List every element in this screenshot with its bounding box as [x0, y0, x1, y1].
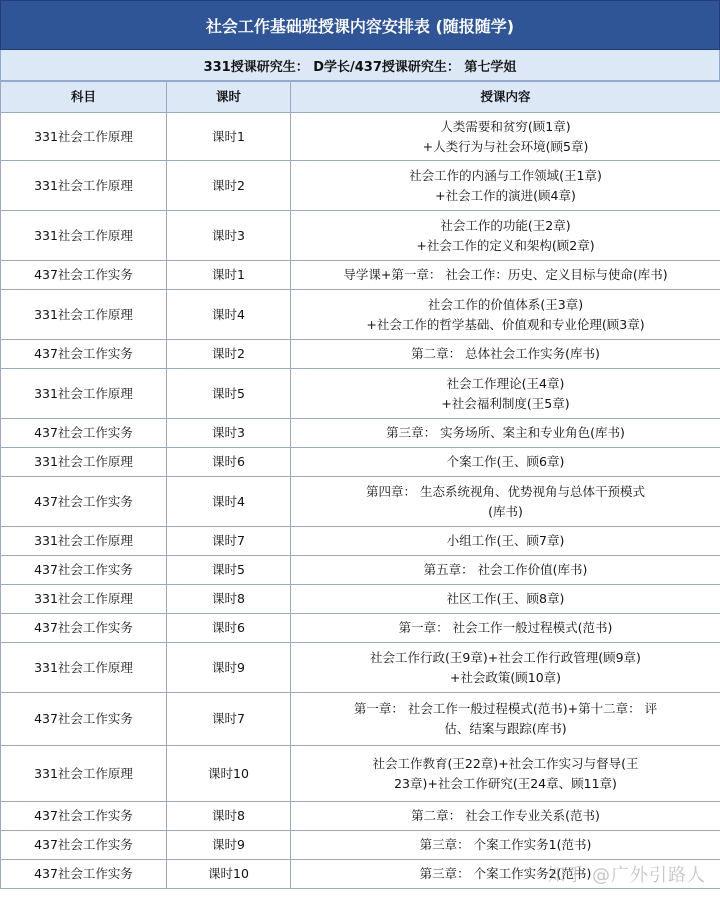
content-cell: 第五章： 社会工作价值(库书) — [291, 556, 720, 585]
subject-cell: 437社会工作实务 — [1, 802, 167, 831]
lesson-cell: 课时3 — [167, 419, 291, 448]
header-row — [1, 82, 720, 113]
lesson-cell: 课时6 — [167, 448, 291, 477]
content-cell: 社会工作理论(王4章) +社会福利制度(王5章) — [291, 369, 720, 419]
lesson-cell: 课时7 — [167, 527, 291, 556]
subject-cell: 331社会工作原理 — [1, 585, 167, 614]
lesson-cell: 课时1 — [167, 261, 291, 290]
subject-cell: 331社会工作原理 — [1, 290, 167, 340]
subject-cell: 437社会工作实务 — [1, 831, 167, 860]
table-row — [1, 161, 720, 211]
subject-cell: 437社会工作实务 — [1, 556, 167, 585]
column-header-lesson: 课时 — [167, 82, 291, 113]
table-row — [1, 831, 720, 860]
table-row — [1, 290, 720, 340]
lesson-cell: 课时2 — [167, 340, 291, 369]
content-cell: 社会工作教育(王22章)+社会工作实习与督导(王 23章)+社会工作研究(王24章、顾11章) — [291, 746, 720, 802]
subject-cell: 331社会工作原理 — [1, 448, 167, 477]
table-row — [1, 419, 720, 448]
content-cell: 社区工作(王、顾8章) — [291, 585, 720, 614]
subject-cell: 437社会工作实务 — [1, 477, 167, 527]
content-cell: 第一章： 社会工作一般过程模式(范书)+第十二章： 评 估、结案与跟踪(库书) — [291, 693, 720, 746]
table-row — [1, 693, 720, 746]
table-row — [1, 261, 720, 290]
subject-cell: 331社会工作原理 — [1, 369, 167, 419]
table-row — [1, 614, 720, 643]
table-row — [1, 448, 720, 477]
content-cell: 人类需要和贫穷(顾1章) +人类行为与社会环境(顾5章) — [291, 113, 720, 161]
content-cell: 第三章： 个案工作实务1(范书) — [291, 831, 720, 860]
subject-cell: 331社会工作原理 — [1, 161, 167, 211]
content-cell: 第三章： 个案工作实务2(范书) — [291, 860, 720, 889]
subject-cell: 437社会工作实务 — [1, 614, 167, 643]
schedule-table — [0, 81, 720, 889]
subject-cell: 331社会工作原理 — [1, 211, 167, 261]
table-row — [1, 113, 720, 161]
subject-cell: 437社会工作实务 — [1, 261, 167, 290]
lesson-cell: 课时5 — [167, 369, 291, 419]
lesson-cell: 课时9 — [167, 831, 291, 860]
subject-cell: 331社会工作原理 — [1, 113, 167, 161]
content-cell: 社会工作的价值体系(王3章) +社会工作的哲学基础、价值观和专业伦理(顾3章) — [291, 290, 720, 340]
lesson-cell: 课时6 — [167, 614, 291, 643]
table-row — [1, 802, 720, 831]
lesson-cell: 课时10 — [167, 746, 291, 802]
content-cell: 小组工作(王、顾7章) — [291, 527, 720, 556]
subject-cell: 437社会工作实务 — [1, 693, 167, 746]
table-row — [1, 211, 720, 261]
content-cell: 导学课+第一章： 社会工作：历史、定义目标与使命(库书) — [291, 261, 720, 290]
subject-cell: 437社会工作实务 — [1, 860, 167, 889]
lesson-cell: 课时4 — [167, 290, 291, 340]
subject-cell: 331社会工作原理 — [1, 746, 167, 802]
table-row — [1, 585, 720, 614]
watermark: 知乎 @广外引路人 — [547, 865, 706, 886]
content-cell: 第二章： 社会工作专业关系(范书) — [291, 802, 720, 831]
content-cell: 社会工作行政(王9章)+社会工作行政管理(顾9章) +社会政策(顾10章) — [291, 643, 720, 693]
lesson-cell: 课时4 — [167, 477, 291, 527]
lesson-cell: 课时8 — [167, 802, 291, 831]
content-cell: 社会工作的内涵与工作领域(王1章) +社会工作的演进(顾4章) — [291, 161, 720, 211]
table-row — [1, 556, 720, 585]
content-cell: 个案工作(王、顾6章) — [291, 448, 720, 477]
table-row — [1, 746, 720, 802]
lesson-cell: 课时10 — [167, 860, 291, 889]
lesson-cell: 课时3 — [167, 211, 291, 261]
content-cell: 第二章： 总体社会工作实务(库书) — [291, 340, 720, 369]
lesson-cell: 课时2 — [167, 161, 291, 211]
table-row — [1, 369, 720, 419]
table-row — [1, 477, 720, 527]
lesson-cell: 课时9 — [167, 643, 291, 693]
lesson-cell: 课时1 — [167, 113, 291, 161]
table-row — [1, 340, 720, 369]
table-title: 社会工作基础班授课内容安排表 (随报随学) — [0, 0, 720, 50]
table-subtitle: 331授课研究生： D学长/437授课研究生： 第七学姐 — [0, 50, 720, 81]
subject-cell: 331社会工作原理 — [1, 643, 167, 693]
column-header-subject: 科目 — [1, 82, 167, 113]
table-row — [1, 643, 720, 693]
subject-cell: 331社会工作原理 — [1, 527, 167, 556]
content-cell: 社会工作的功能(王2章) +社会工作的定义和架构(顾2章) — [291, 211, 720, 261]
lesson-cell: 课时7 — [167, 693, 291, 746]
content-cell: 第一章： 社会工作一般过程模式(范书) — [291, 614, 720, 643]
lesson-cell: 课时5 — [167, 556, 291, 585]
subject-cell: 437社会工作实务 — [1, 340, 167, 369]
column-header-content: 授课内容 — [291, 82, 720, 113]
subject-cell: 437社会工作实务 — [1, 419, 167, 448]
lesson-cell: 课时8 — [167, 585, 291, 614]
table-row — [1, 527, 720, 556]
content-cell: 第四章： 生态系统视角、优势视角与总体干预模式 (库书) — [291, 477, 720, 527]
content-cell: 第三章： 实务场所、案主和专业角色(库书) — [291, 419, 720, 448]
